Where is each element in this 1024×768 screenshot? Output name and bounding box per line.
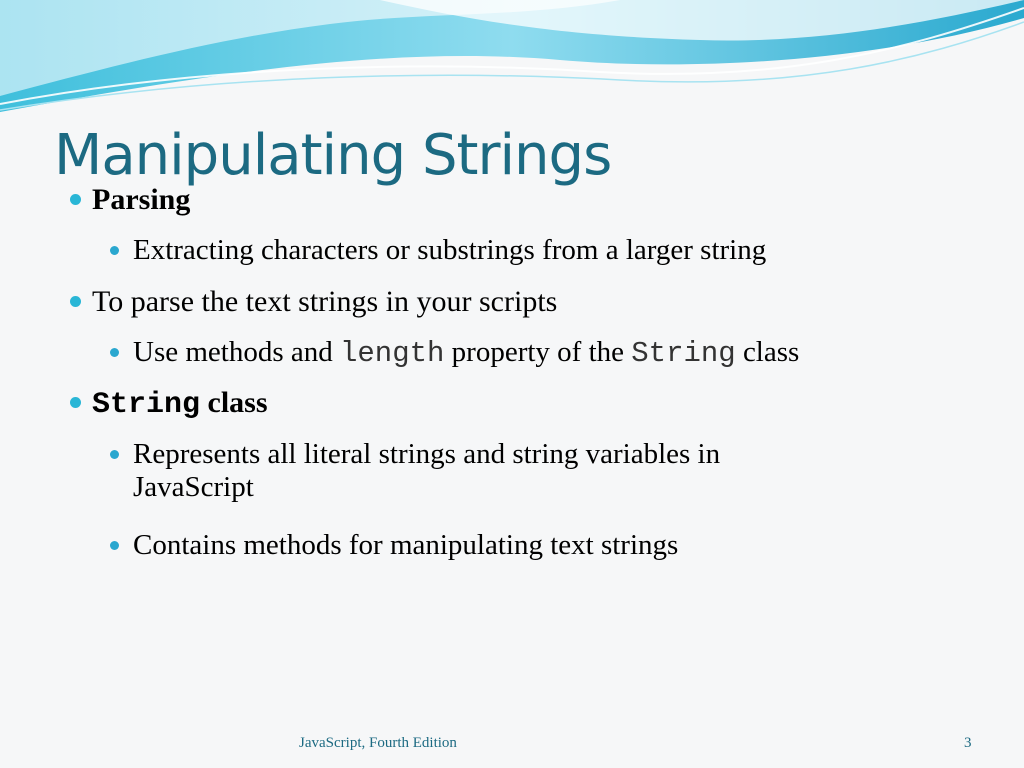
bullet-text: Use methods and: [133, 336, 340, 368]
bullet-parsing: [92, 183, 190, 217]
subbullet-contains: [133, 529, 678, 562]
bullet-text: To parse the text strings in your scripts: [92, 285, 558, 318]
bullet-string-class: [92, 386, 268, 422]
bullet-dot-icon: [70, 397, 81, 408]
subbullet-extracting: [133, 234, 766, 267]
code-string: String: [631, 337, 736, 370]
bullet-text: Extracting characters or substrings from a larger string: [133, 234, 767, 266]
bullet-text: Contains methods for manipulating text strings: [133, 529, 679, 561]
bullet-dot-icon: [110, 246, 119, 255]
code-string-bold: String: [92, 388, 201, 422]
bullet-text: property of the: [444, 336, 632, 368]
footer-text: JavaScript, Fourth Edition: [299, 735, 457, 751]
bullet-dot-icon: [70, 296, 81, 307]
bullet-dot-icon: [70, 194, 81, 205]
subbullet-represents: [133, 438, 720, 504]
bullet-dot-icon: [110, 450, 119, 459]
bullet-text: Parsing: [92, 183, 191, 216]
bullet-text-continuation: JavaScript: [133, 471, 254, 503]
subbullet-use-methods: [133, 336, 799, 370]
page-number: 3: [964, 735, 972, 751]
bullet-dot-icon: [110, 348, 119, 357]
bullet-text: Represents all literal strings and string variables in: [133, 438, 721, 470]
slide-title: Manipulating Strings: [54, 123, 612, 188]
code-length: length: [340, 337, 445, 370]
bullet-parse-text: [92, 285, 557, 319]
bullet-text: class: [200, 386, 268, 419]
bullet-text: class: [735, 336, 800, 368]
bullet-dot-icon: [110, 541, 119, 550]
